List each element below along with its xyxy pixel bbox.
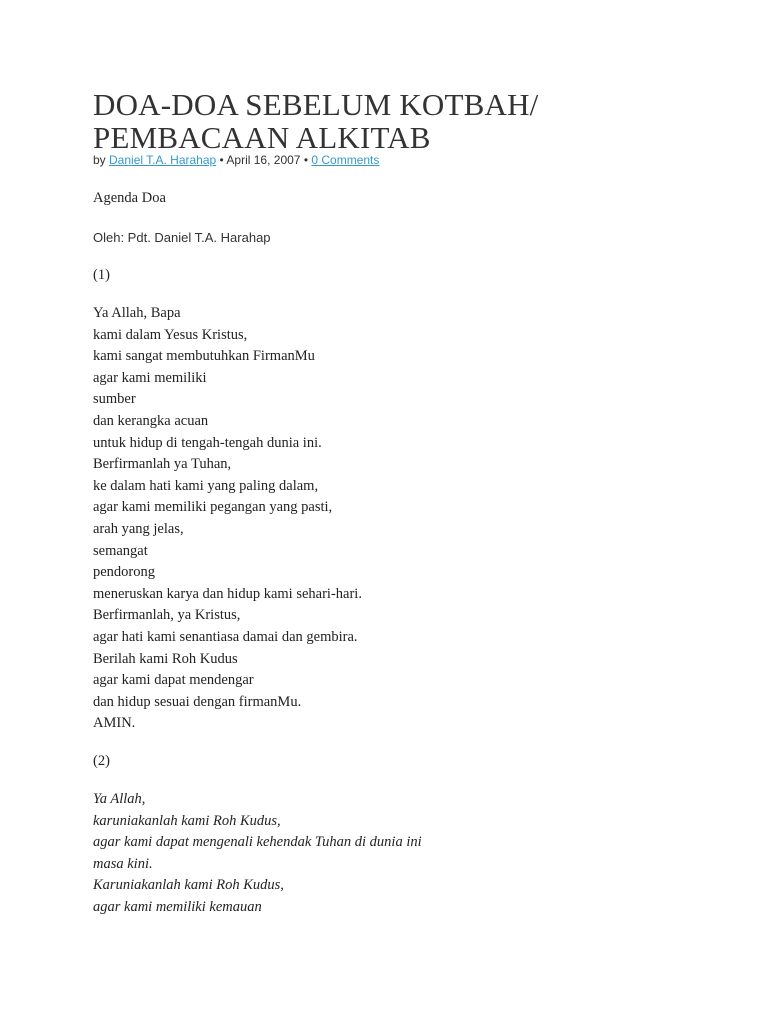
post-date: April 16, 2007	[226, 153, 301, 167]
prayer-line: kami sangat membutuhkan FirmanMu	[93, 348, 315, 365]
prayer-line: semangat	[93, 542, 148, 559]
author-credit: Oleh: Pdt. Daniel T.A. Harahap	[93, 230, 271, 245]
article-title	[93, 88, 733, 154]
byline-by: by	[93, 153, 110, 167]
byline	[93, 153, 733, 167]
prayer-line: kami dalam Yesus Kristus,	[93, 326, 248, 343]
article	[93, 87, 733, 915]
prayer-line: pendorong	[93, 564, 156, 581]
prayer-line: karuniakanlah kami Roh Kudus,	[93, 812, 281, 829]
byline-separator: •	[300, 153, 312, 167]
prayer-line: agar kami memiliki	[93, 369, 207, 386]
prayer-line: AMIN.	[93, 715, 136, 732]
prayer-line: Ya Allah,	[93, 791, 146, 807]
prayer-line: Berfirmanlah ya Tuhan,	[93, 456, 232, 473]
prayer-line: arah yang jelas,	[93, 520, 184, 537]
prayer-line: Berilah kami Roh Kudus	[93, 650, 238, 667]
byline-separator: •	[216, 153, 227, 167]
author-link[interactable]: Daniel T.A. Harahap	[109, 153, 217, 167]
prayer-line: Ya Allah, Bapa	[93, 305, 181, 321]
prayer-line: agar kami memiliki kemauan	[93, 898, 262, 915]
prayer-1	[93, 303, 362, 735]
prayer-line: agar kami dapat mengenali kehendak Tuhan di dunia ini	[93, 834, 422, 851]
prayer-line: Berfirmanlah, ya Kristus,	[93, 607, 241, 624]
prayer-line: agar kami memiliki pegangan yang pasti,	[93, 499, 333, 516]
title-line-2: PEMBACAAN ALKITAB	[93, 120, 431, 155]
agenda-heading: Agenda Doa	[93, 190, 166, 206]
section-number-1: (1)	[93, 267, 110, 283]
prayer-line: ke dalam hati kami yang paling dalam,	[93, 477, 319, 494]
prayer-line: untuk hidup di tengah-tengah dunia ini.	[93, 434, 322, 451]
comments-link[interactable]: 0 Comments	[311, 153, 380, 167]
prayer-line: Karuniakanlah kami Roh Kudus,	[93, 877, 284, 894]
prayer-line: dan hidup sesuai dengan firmanMu.	[93, 693, 302, 710]
prayer-line: sumber	[93, 391, 136, 408]
title-line-1: DOA-DOA SEBELUM KOTBAH/	[93, 87, 539, 122]
prayer-line: masa kini.	[93, 855, 153, 872]
prayer-line: agar hati kami senantiasa damai dan gembira.	[93, 628, 358, 645]
prayer-line: dan kerangka acuan	[93, 412, 209, 429]
prayer-line: meneruskan karya dan hidup kami sehari-hari.	[93, 585, 362, 602]
section-number-2: (2)	[93, 753, 110, 769]
prayer-2	[93, 789, 422, 919]
prayer-line: agar kami dapat mendengar	[93, 672, 254, 689]
